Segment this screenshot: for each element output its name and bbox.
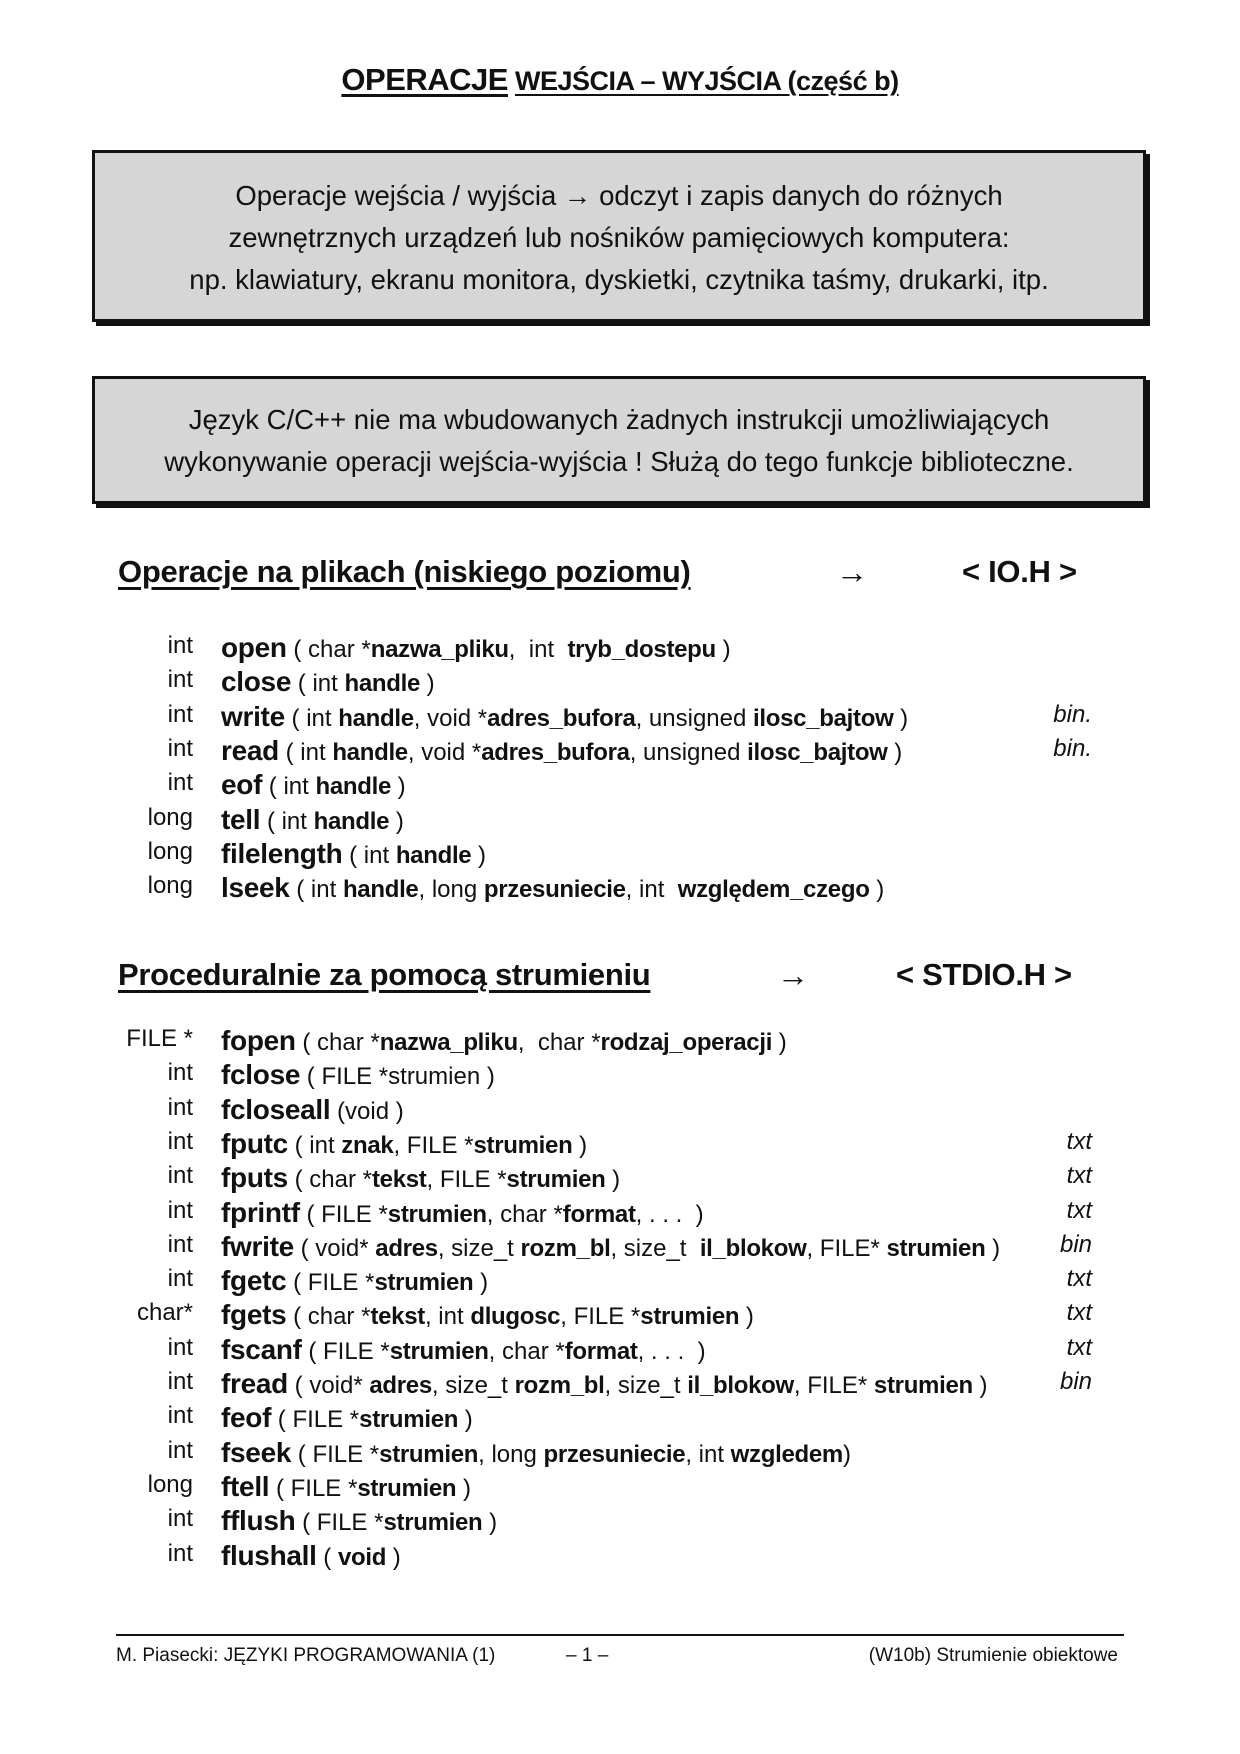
- function-signature: [221, 735, 902, 767]
- parameter-text: ): [772, 1029, 787, 1056]
- parameter-name: handle: [338, 704, 414, 732]
- parameter-text: , char *: [517, 1029, 601, 1056]
- parameter-text: ( FILE *: [306, 1200, 388, 1228]
- parameter-text: ( int: [266, 807, 314, 835]
- parameter-text: ( int: [297, 670, 345, 698]
- parameter-text: ( FILE *: [277, 1406, 360, 1434]
- parameter-text: , void *: [413, 704, 488, 732]
- function-row-fclose: [0, 1059, 1240, 1093]
- parameter-name: rodzaj_operacji: [600, 1029, 773, 1056]
- parameter-name: handle: [395, 841, 472, 869]
- parameter-text: ( FILE *: [302, 1509, 384, 1537]
- mode-label: bin: [1059, 1368, 1092, 1395]
- parameter-text: , int: [508, 636, 568, 663]
- parameter-text: ): [471, 841, 487, 869]
- function-row-fputs: [0, 1162, 1240, 1196]
- title-rest: WEJŚCIA – WYJŚCIA (część b): [514, 66, 899, 96]
- intro-box: [92, 150, 1146, 322]
- parameter-text: , unsigned: [629, 738, 748, 766]
- function-signature: [221, 838, 486, 870]
- function-name: close: [221, 666, 292, 698]
- parameter-name: adres_bufora: [481, 738, 630, 766]
- function-signature: [221, 1334, 706, 1366]
- section2-title: Proceduralnie za pomocą strumieniu: [118, 957, 651, 992]
- note-line: Język C/C++ nie ma wbudowanych żadnych instrukcji umożliwiających: [188, 404, 1050, 435]
- parameter-text: , FILE*: [806, 1234, 887, 1262]
- parameter-name: przesuniecie: [483, 876, 626, 904]
- function-name: fcloseall: [221, 1093, 331, 1125]
- function-name: fputc: [221, 1127, 288, 1159]
- mode-label: bin.: [1053, 700, 1092, 728]
- section1-title: Operacje na plikach (niskiego poziomu): [118, 554, 691, 589]
- parameter-text: , long: [478, 1440, 544, 1468]
- footer-divider: [116, 1634, 1124, 1636]
- parameter-name: strumien: [379, 1440, 479, 1468]
- parameter-text: ( FILE *: [275, 1474, 358, 1502]
- function-name: fgets: [221, 1299, 287, 1331]
- parameter-name: względem_czego: [677, 876, 870, 904]
- function-row-open: [0, 632, 1240, 666]
- parameter-text: ( char *: [293, 1303, 371, 1331]
- parameter-name: znak: [341, 1131, 394, 1159]
- parameter-text: (: [323, 1543, 338, 1571]
- mode-label: txt: [1066, 1127, 1092, 1155]
- function-row-fgets: [0, 1299, 1240, 1333]
- intro-line: np. klawiatury, ekranu monitora, dyskietki, czytnika taśmy, drukarki, itp.: [189, 264, 1049, 295]
- parameter-text: , . . . ): [635, 1200, 704, 1228]
- parameter-text: , FILE *: [393, 1131, 474, 1159]
- function-row-close: [0, 666, 1240, 700]
- parameter-text: ): [391, 773, 406, 801]
- function-signature: [221, 1025, 787, 1057]
- parameter-text: ): [482, 1509, 498, 1537]
- function-name: fputs: [221, 1162, 288, 1194]
- footer-page-number: – 1 –: [566, 1645, 609, 1666]
- parameter-text: ( int: [349, 841, 396, 869]
- function-name: read: [221, 734, 279, 766]
- parameter-name: format: [562, 1200, 636, 1228]
- parameter-text: ( int: [268, 773, 316, 801]
- function-signature: [221, 632, 731, 664]
- return-type: int: [167, 1539, 193, 1567]
- function-signature: [221, 1128, 587, 1160]
- function-row-fgetc: [0, 1265, 1240, 1299]
- parameter-name: strumien: [506, 1166, 606, 1194]
- parameter-text: ): [386, 1543, 401, 1571]
- function-signature: [221, 1162, 620, 1194]
- function-name: feof: [221, 1402, 272, 1434]
- parameter-name: handle: [313, 807, 390, 835]
- parameter-name: nazwa_pliku: [370, 636, 509, 663]
- parameter-text: , . . . ): [637, 1337, 706, 1365]
- parameter-text: , FILE *: [560, 1303, 641, 1331]
- function-signature: [221, 1437, 851, 1469]
- return-type: long: [147, 872, 193, 900]
- parameter-text: , unsigned: [635, 704, 754, 732]
- function-row-fwrite: [0, 1231, 1240, 1265]
- parameter-text: ( void*: [300, 1234, 376, 1262]
- parameter-text: ( char *: [293, 636, 371, 663]
- parameter-name: strumien: [357, 1474, 457, 1502]
- function-row-feof: [0, 1402, 1240, 1436]
- note-box: [92, 376, 1146, 504]
- parameter-text: ( FILE *: [293, 1269, 375, 1297]
- parameter-name: handle: [332, 738, 408, 766]
- parameter-text: ( char *: [294, 1166, 372, 1194]
- return-type: int: [167, 666, 193, 694]
- parameter-text: ( int: [291, 704, 339, 732]
- function-row-fputc: [0, 1128, 1240, 1162]
- function-name: write: [221, 700, 285, 732]
- function-row-fcloseall: [0, 1094, 1240, 1128]
- function-signature: [221, 1471, 471, 1503]
- function-signature: [221, 1265, 488, 1297]
- parameter-name: tekst: [370, 1303, 425, 1331]
- parameter-name: handle: [344, 670, 421, 698]
- parameter-text: ): [985, 1234, 1001, 1262]
- return-type: int: [167, 1230, 193, 1258]
- parameter-name: strumien: [383, 1509, 483, 1537]
- parameter-text: ): [887, 738, 903, 766]
- mode-label: txt: [1066, 1196, 1092, 1224]
- parameter-text: ( FILE *strumien ): [306, 1063, 495, 1091]
- parameter-text: , size_t: [604, 1372, 688, 1399]
- intro-line: zewnętrznych urządzeń lub nośników pamięciowych komputera:: [228, 222, 1010, 253]
- parameter-text: , FILE *: [426, 1166, 507, 1194]
- parameter-text: , int: [424, 1303, 471, 1331]
- parameter-name: dlugosc: [470, 1303, 561, 1331]
- mode-label: txt: [1066, 1299, 1092, 1327]
- function-row-fscanf: [0, 1334, 1240, 1368]
- return-type: int: [167, 1436, 193, 1464]
- parameter-name: rozm_bl: [514, 1372, 605, 1399]
- parameter-text: ): [456, 1474, 471, 1502]
- parameter-text: ): [420, 670, 435, 698]
- parameter-name: format: [564, 1337, 638, 1365]
- parameter-text: , size_t: [610, 1234, 700, 1262]
- parameter-text: ( int: [296, 876, 343, 904]
- function-row-filelength: [0, 838, 1240, 872]
- parameter-text: ): [389, 807, 404, 835]
- footer-left: M. Piasecki: JĘZYKI PROGRAMOWANIA (1): [116, 1645, 496, 1666]
- parameter-name: void: [337, 1543, 387, 1571]
- return-type: char*: [136, 1299, 193, 1327]
- function-name: fseek: [221, 1436, 292, 1468]
- return-type: int: [167, 1368, 193, 1395]
- function-name: eof: [221, 769, 263, 801]
- function-row-fread: [0, 1368, 1240, 1402]
- section2-arrow: →: [777, 957, 809, 993]
- mode-label: bin.: [1053, 734, 1092, 762]
- parameter-text: ): [605, 1166, 621, 1194]
- mode-label: txt: [1066, 1333, 1092, 1361]
- function-row-fopen: [0, 1025, 1240, 1059]
- parameter-text: ( FILE *: [308, 1337, 390, 1365]
- function-name: fgetc: [221, 1265, 287, 1297]
- parameter-text: ): [842, 1440, 851, 1468]
- parameter-text: ): [715, 636, 731, 663]
- parameter-text: ): [458, 1406, 473, 1434]
- parameter-text: (void ): [337, 1097, 404, 1125]
- function-row-fseek: [0, 1437, 1240, 1471]
- return-type: FILE *: [126, 1025, 193, 1052]
- function-name: filelength: [221, 837, 343, 869]
- mode-label: txt: [1066, 1162, 1092, 1190]
- function-row-fflush: [0, 1505, 1240, 1539]
- function-name: open: [221, 632, 287, 663]
- return-type: int: [167, 1333, 193, 1361]
- parameter-name: strumien: [359, 1406, 459, 1434]
- parameter-name: strumien: [374, 1269, 474, 1297]
- title-main: OPERACJE: [341, 62, 508, 97]
- parameter-text: , char *: [488, 1337, 565, 1365]
- parameter-text: ): [473, 1269, 489, 1297]
- parameter-text: ( FILE *: [297, 1440, 380, 1468]
- return-type: int: [167, 1265, 193, 1293]
- return-type: int: [167, 700, 193, 728]
- parameter-name: strumien: [886, 1234, 986, 1262]
- function-name: ftell: [221, 1470, 270, 1502]
- parameter-name: strumien: [389, 1337, 489, 1365]
- function-name: fclose: [221, 1059, 301, 1091]
- function-row-read: [0, 735, 1240, 769]
- return-type: int: [167, 1162, 193, 1190]
- parameter-text: ( void*: [294, 1372, 370, 1399]
- parameter-text: ): [869, 876, 885, 904]
- parameter-name: adres: [375, 1234, 438, 1262]
- parameter-name: il_blokow: [699, 1234, 807, 1262]
- parameter-text: ): [739, 1303, 754, 1331]
- return-type: int: [167, 1402, 193, 1430]
- function-signature: [221, 1540, 401, 1572]
- function-name: tell: [221, 803, 261, 835]
- parameter-text: ): [572, 1131, 588, 1159]
- section1-arrow: →: [836, 554, 868, 590]
- return-type: int: [167, 734, 193, 762]
- function-signature: [221, 701, 908, 733]
- page-title: [0, 62, 1240, 98]
- parameter-name: tryb_dostepu: [567, 636, 716, 663]
- function-signature: [221, 872, 884, 904]
- parameter-text: , long: [418, 876, 484, 904]
- function-signature: [221, 1368, 988, 1400]
- function-signature: [221, 1231, 1000, 1263]
- function-name: fprintf: [221, 1196, 300, 1228]
- function-row-ftell: [0, 1471, 1240, 1505]
- function-name: lseek: [221, 872, 290, 904]
- function-signature: [221, 769, 406, 801]
- function-name: fflush: [221, 1505, 296, 1537]
- return-type: long: [147, 803, 193, 831]
- footer-right: (W10b) Strumienie obiektowe: [868, 1645, 1118, 1666]
- parameter-name: il_blokow: [687, 1372, 794, 1399]
- function-signature: [221, 1197, 704, 1229]
- parameter-name: strumien: [640, 1303, 740, 1331]
- parameter-name: handle: [315, 773, 392, 801]
- section2-header: < STDIO.H >: [896, 957, 1072, 992]
- parameter-name: rozm_bl: [520, 1234, 611, 1262]
- return-type: int: [167, 769, 193, 797]
- parameter-name: ilosc_bajtow: [747, 738, 888, 766]
- parameter-text: , int: [625, 876, 678, 904]
- parameter-text: ): [972, 1372, 988, 1399]
- function-row-write: [0, 701, 1240, 735]
- function-name: flushall: [221, 1539, 317, 1571]
- function-name: fscanf: [221, 1333, 302, 1365]
- parameter-text: , void *: [407, 738, 482, 766]
- parameter-name: nazwa_pliku: [379, 1029, 518, 1056]
- parameter-name: ilosc_bajtow: [753, 704, 894, 732]
- parameter-text: , char *: [486, 1200, 563, 1228]
- section1-header: < IO.H >: [962, 554, 1077, 589]
- parameter-name: handle: [342, 876, 419, 904]
- return-type: int: [167, 1127, 193, 1155]
- function-row-fprintf: [0, 1197, 1240, 1231]
- function-signature: [221, 1299, 754, 1331]
- function-signature: [221, 1094, 404, 1126]
- return-type: long: [147, 1470, 193, 1498]
- parameter-name: wzgledem: [730, 1440, 843, 1468]
- function-signature: [221, 804, 404, 836]
- parameter-text: ( char *: [302, 1029, 380, 1056]
- parameter-text: , size_t: [431, 1372, 515, 1399]
- parameter-name: strumien: [873, 1372, 973, 1399]
- function-row-lseek: [0, 872, 1240, 906]
- return-type: int: [167, 1196, 193, 1224]
- mode-label: txt: [1066, 1265, 1092, 1293]
- function-signature: [221, 666, 435, 698]
- function-name: fopen: [221, 1025, 296, 1056]
- function-name: fread: [221, 1368, 288, 1399]
- note-line: wykonywanie operacji wejścia-wyjścia ! Służą do tego funkcje biblioteczne.: [164, 446, 1074, 477]
- function-name: fwrite: [221, 1230, 294, 1262]
- return-type: int: [167, 1059, 193, 1087]
- function-row-eof: [0, 769, 1240, 803]
- parameter-text: , int: [685, 1440, 731, 1468]
- intro-line: Operacje wejścia / wyjścia → odczyt i zapis danych do różnych: [235, 180, 1003, 211]
- parameter-name: strumien: [473, 1131, 573, 1159]
- parameter-text: , FILE*: [793, 1372, 874, 1399]
- return-type: int: [167, 1093, 193, 1121]
- mode-label: bin: [1059, 1230, 1092, 1258]
- return-type: int: [167, 1505, 193, 1533]
- return-type: long: [147, 837, 193, 865]
- parameter-text: , size_t: [437, 1234, 521, 1262]
- function-signature: [221, 1059, 495, 1091]
- parameter-text: ( int: [294, 1131, 342, 1159]
- parameter-name: strumien: [387, 1200, 487, 1228]
- function-signature: [221, 1402, 473, 1434]
- parameter-text: ): [893, 704, 909, 732]
- parameter-name: adres: [369, 1372, 432, 1399]
- function-row-flushall: [0, 1540, 1240, 1574]
- parameter-name: przesuniecie: [543, 1440, 686, 1468]
- function-signature: [221, 1505, 497, 1537]
- parameter-text: ( int: [285, 738, 333, 766]
- function-row-tell: [0, 804, 1240, 838]
- parameter-name: tekst: [371, 1166, 427, 1194]
- parameter-name: adres_bufora: [487, 704, 636, 732]
- return-type: int: [167, 632, 193, 659]
